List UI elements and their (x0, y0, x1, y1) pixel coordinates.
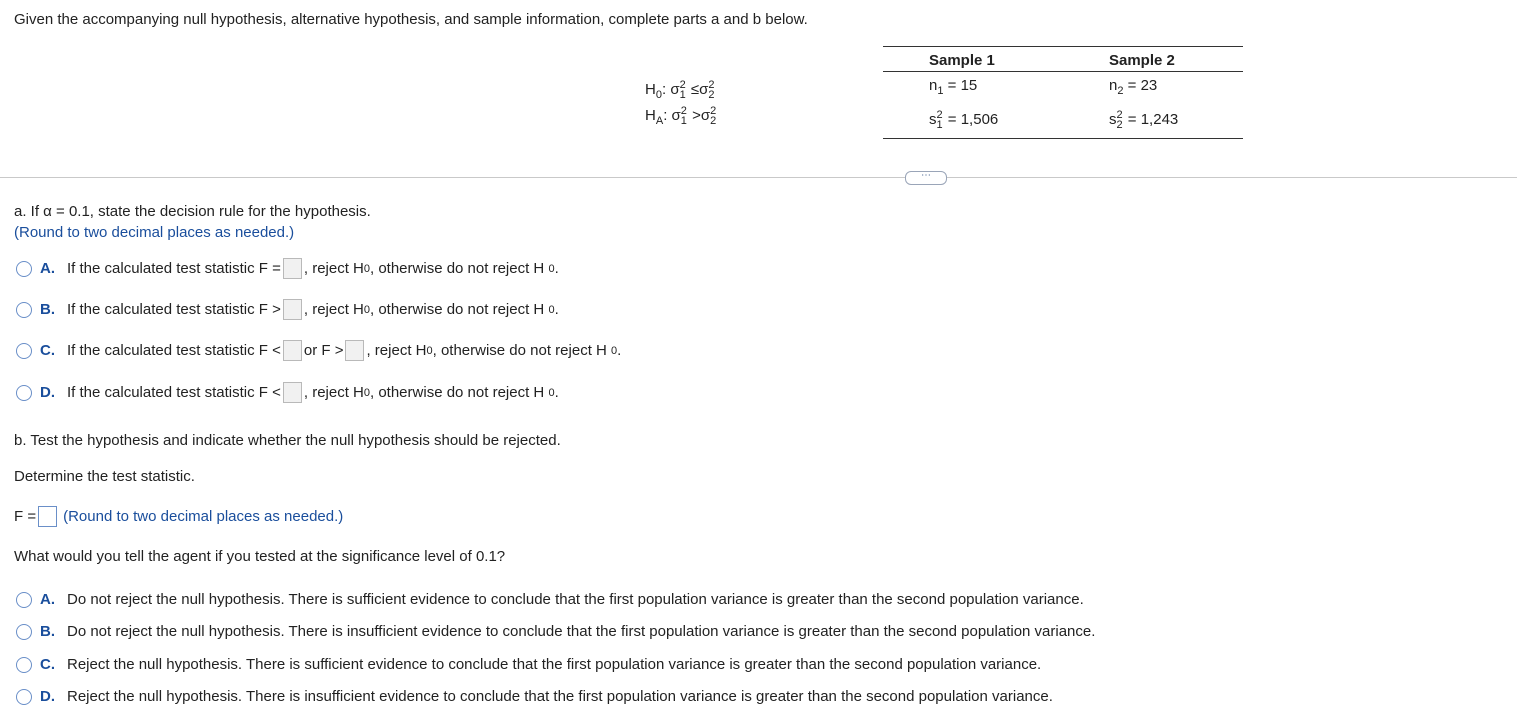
sample1-n: $n_1 = 15$ (929, 77, 978, 97)
answer-input-a[interactable] (283, 258, 302, 279)
radio-a-option-d[interactable] (16, 385, 32, 401)
alternative-hypothesis: $H_A$: σ 2 1 >σ 2 2 (645, 105, 717, 127)
sample2-variance: s 2 2 = 1,243 (1109, 109, 1179, 131)
part-b-option-d[interactable]: D. Reject the null hypothesis. There is insufficient evidence to conclude that the first population variance is greater than the second population variance. (16, 688, 1053, 705)
answer-input-b[interactable] (283, 299, 302, 320)
part-b-question: What would you tell the agent if you tested at the significance level of 0.1? (14, 548, 506, 565)
section-divider (0, 177, 1517, 178)
answer-input-c-lower[interactable] (283, 340, 302, 361)
radio-b-option-a[interactable] (16, 592, 32, 608)
null-hypothesis: $H_0$: σ 2 1 ≤σ 2 2 (645, 79, 715, 101)
part-a-prompt: a. If α = 0.1, state the decision rule for the hypothesis. (14, 203, 371, 220)
radio-a-option-b[interactable] (16, 302, 32, 318)
more-info-button[interactable]: ⋯ (905, 171, 947, 185)
radio-b-option-d[interactable] (16, 689, 32, 705)
sample2-header: Sample 2 (1109, 52, 1175, 69)
sample1-variance: s 2 1 = 1,506 (929, 109, 999, 131)
part-b-option-a[interactable]: A. Do not reject the null hypothesis. There is sufficient evidence to conclude that the first population variance is greater than the second population variance. (16, 591, 1084, 608)
radio-b-option-c[interactable] (16, 657, 32, 673)
part-a-option-d[interactable]: D. If the calculated test statistic F < , reject H 0 , otherwise do not reject H 0 . (16, 382, 559, 403)
part-b-option-c[interactable]: C. Reject the null hypothesis. There is sufficient evidence to conclude that the first population variance is greater than the second population variance. (16, 656, 1041, 673)
radio-a-option-c[interactable] (16, 343, 32, 359)
f-statistic-row: F = (Round to two decimal places as needed.) (14, 508, 344, 525)
question-intro: Given the accompanying null hypothesis, alternative hypothesis, and sample information, complete parts a and b below. (14, 11, 808, 28)
part-a-option-c[interactable]: C. If the calculated test statistic F < or F > , reject H 0 , otherwise do not reject H 0 . (16, 340, 621, 361)
answer-input-d[interactable] (283, 382, 302, 403)
sample2-n: $n_2 = 23$ (1109, 77, 1158, 97)
sample1-header: Sample 1 (929, 52, 995, 69)
table-header-divider (883, 71, 1243, 72)
f-statistic-input[interactable] (38, 506, 57, 527)
sample-table (883, 46, 1243, 139)
answer-input-c-upper[interactable] (345, 340, 364, 361)
part-a-option-a[interactable]: A. If the calculated test statistic F = , reject H 0 , otherwise do not reject H 0 . (16, 258, 559, 279)
part-b-option-b[interactable]: B. Do not reject the null hypothesis. There is insufficient evidence to conclude that the first population variance is greater than the second population variance. (16, 623, 1095, 640)
radio-b-option-b[interactable] (16, 624, 32, 640)
determine-statistic: Determine the test statistic. (14, 468, 195, 485)
part-a-round-note: (Round to two decimal places as needed.) (14, 224, 295, 241)
part-a-option-b[interactable]: B. If the calculated test statistic F > , reject H 0 , otherwise do not reject H 0 . (16, 299, 559, 320)
part-b-prompt: b. Test the hypothesis and indicate whether the null hypothesis should be rejected. (14, 432, 561, 449)
radio-a-option-a[interactable] (16, 261, 32, 277)
